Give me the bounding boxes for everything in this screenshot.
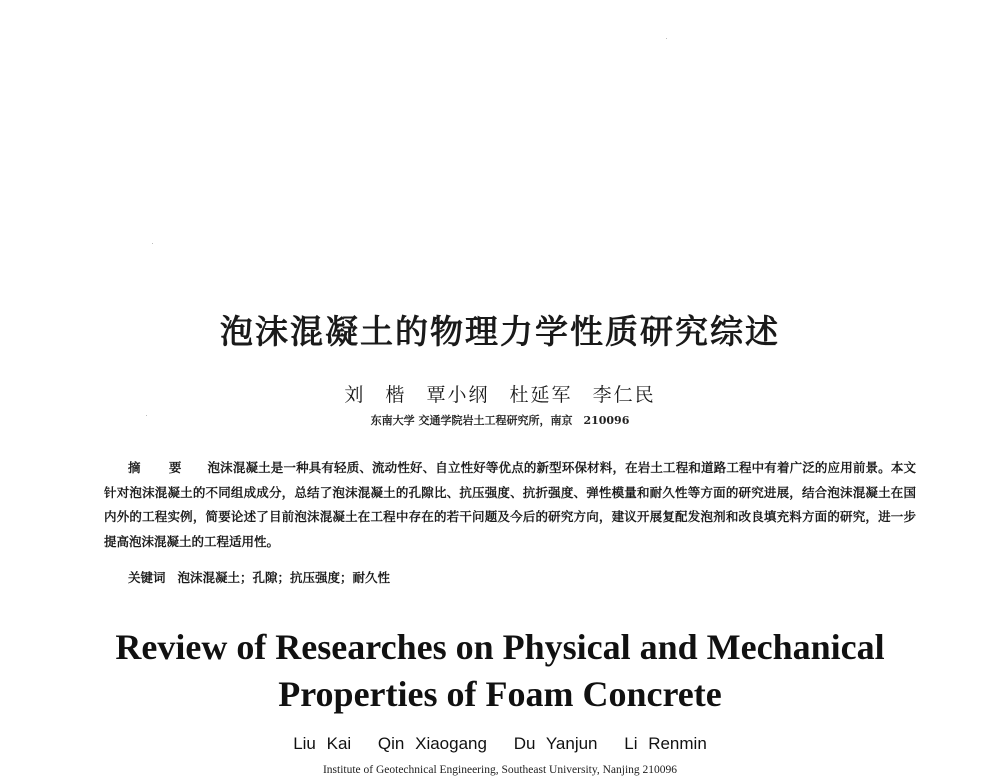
keywords-label: 关键词	[128, 570, 166, 585]
author-en: Du Yanjun	[513, 734, 598, 753]
paper-title-cn: 泡沫混凝土的物理力学性质研究综述	[220, 312, 780, 351]
affiliation-en: Institute of Geotechnical Engineering, Southeast University, Nanjing 210096	[322, 764, 678, 776]
author-list-cn	[0, 380, 1000, 407]
paper-title-en-line: Review of Researches on Physical and Mechanical	[115, 627, 885, 667]
author-cn: 杜延军	[509, 384, 573, 406]
author-en: Qin Xiaogang	[377, 734, 487, 753]
author-cn: 刘 楷	[344, 384, 407, 406]
abstract-label: 摘 要	[128, 460, 194, 475]
author-en: Liu Kai	[293, 734, 352, 753]
author-list-en	[0, 734, 1000, 754]
paper-title-en	[0, 624, 1000, 718]
affiliation-cn: 东南大学 交通学院岩土工程研究所，南京 210096	[370, 414, 630, 427]
abstract-text: 泡沫混凝土是一种具有轻质、流动性好、自立性好等优点的新型环保材料，在岩土工程和道路工程中有着广泛的应用前景。本文针对泡沫混凝土的不同组成成分，总结了泡沫混凝土的孔隙比、抗压强度、抗折强度、弹性模量和耐久性等方面的研究进展，结合泡沫混凝土在国内外的工程实例，简要论述了目前泡沫混凝土在工程中存在的若干问题及今后的研究方向，建议开展复配发泡剂和改良填充料方面的研究，进一步提高泡沫混凝土的工程适用性。	[104, 460, 916, 549]
author-en: Li Renmin	[624, 734, 707, 753]
keywords-text: 泡沫混凝土；孔隙；抗压强度；耐久性	[177, 570, 391, 585]
keywords-cn	[128, 568, 390, 586]
scan-speck	[666, 38, 667, 39]
scan-speck	[152, 243, 153, 244]
paper-title-en-line: Properties of Foam Concrete	[278, 674, 722, 714]
abstract-cn	[104, 456, 916, 554]
author-cn: 李仁民	[592, 384, 656, 406]
author-cn: 覃小纲	[426, 384, 490, 406]
